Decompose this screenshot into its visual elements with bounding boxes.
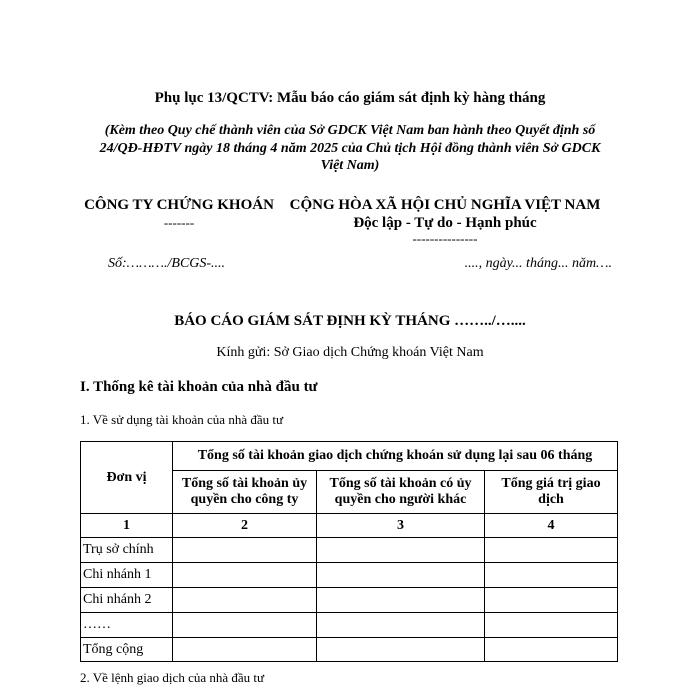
col4-header: Tổng giá trị giao dịch [485,471,618,514]
unit-header: Đơn vị [81,442,173,514]
document-date: ...., ngày... tháng... năm…. [464,256,612,271]
national-motto: Độc lập - Tự do - Hạnh phúc [353,215,537,231]
table-cell[interactable] [317,538,485,563]
recipient-line: Kính gửi: Sở Giao dịch Chứng khoán Việt Nam [216,345,484,360]
report-title: BÁO CÁO GIÁM SÁT ĐỊNH KỲ THÁNG ……../….... [174,313,526,329]
company-dash: ------- [163,215,195,230]
section1-heading: I. Thống kê tài khoản của nhà đầu tư [80,379,318,395]
table-cell[interactable] [173,613,317,638]
table-header-row [81,442,618,471]
account-usage-table [80,441,618,662]
table-cell[interactable] [485,588,618,613]
sub2-heading: 2. Về lệnh giao dịch của nhà đầu tư [80,670,265,685]
row-label: …… [81,613,173,638]
table-cell[interactable] [173,563,317,588]
table-cell[interactable] [317,588,485,613]
table-row [81,538,618,563]
table-cell[interactable] [173,588,317,613]
document-number: Số:………./BCGS-.... [108,256,226,271]
table-cell[interactable] [485,538,618,563]
table-total-row [81,638,618,662]
col-number: 1 [81,514,173,538]
row-label: Tổng cộng [81,638,173,662]
row-label: Trụ sở chính [81,538,173,563]
column-number-row [81,514,618,538]
table-cell[interactable] [317,563,485,588]
col-number: 4 [485,514,618,538]
company-name: CÔNG TY CHỨNG KHOÁN [84,197,274,213]
appendix-note-line1: (Kèm theo Quy chế thành viên của Sở GDCK Việt Nam ban hành theo Quyết định số [104,123,596,138]
country-name: CỘNG HÒA XÃ HỘI CHỦ NGHĨA VIỆT NAM [289,197,601,213]
table-cell[interactable] [173,538,317,563]
table-cell[interactable] [317,613,485,638]
table-row [81,588,618,613]
col3-header: Tổng số tài khoản có ủy quyền cho người khác [317,471,485,514]
row-label: Chi nhánh 2 [81,588,173,613]
table-row [81,563,618,588]
sub1-heading: 1. Về sử dụng tài khoản của nhà đầu tư [80,412,284,427]
table-cell[interactable] [317,638,485,662]
row-label: Chi nhánh 1 [81,563,173,588]
appendix-title: Phụ lục 13/QCTV: Mẫu báo cáo giám sát định kỳ hàng tháng [154,90,546,106]
table-cell[interactable] [173,638,317,662]
group-header: Tổng số tài khoản giao dịch chứng khoán sử dụng lại sau 06 tháng [173,442,618,471]
table-cell[interactable] [485,638,618,662]
col-number: 2 [173,514,317,538]
col-number: 3 [317,514,485,538]
motto-dash: --------------- [412,231,478,246]
table-row [81,613,618,638]
appendix-note-line2: 24/QĐ-HĐTV ngày 18 tháng 4 năm 2025 của Chủ tịch Hội đồng thành viên Sở GDCK [99,141,601,156]
col2-header: Tổng số tài khoản ủy quyền cho công ty [173,471,317,514]
table-cell[interactable] [485,613,618,638]
table-cell[interactable] [485,563,618,588]
appendix-note-line3: Việt Nam) [320,158,380,173]
